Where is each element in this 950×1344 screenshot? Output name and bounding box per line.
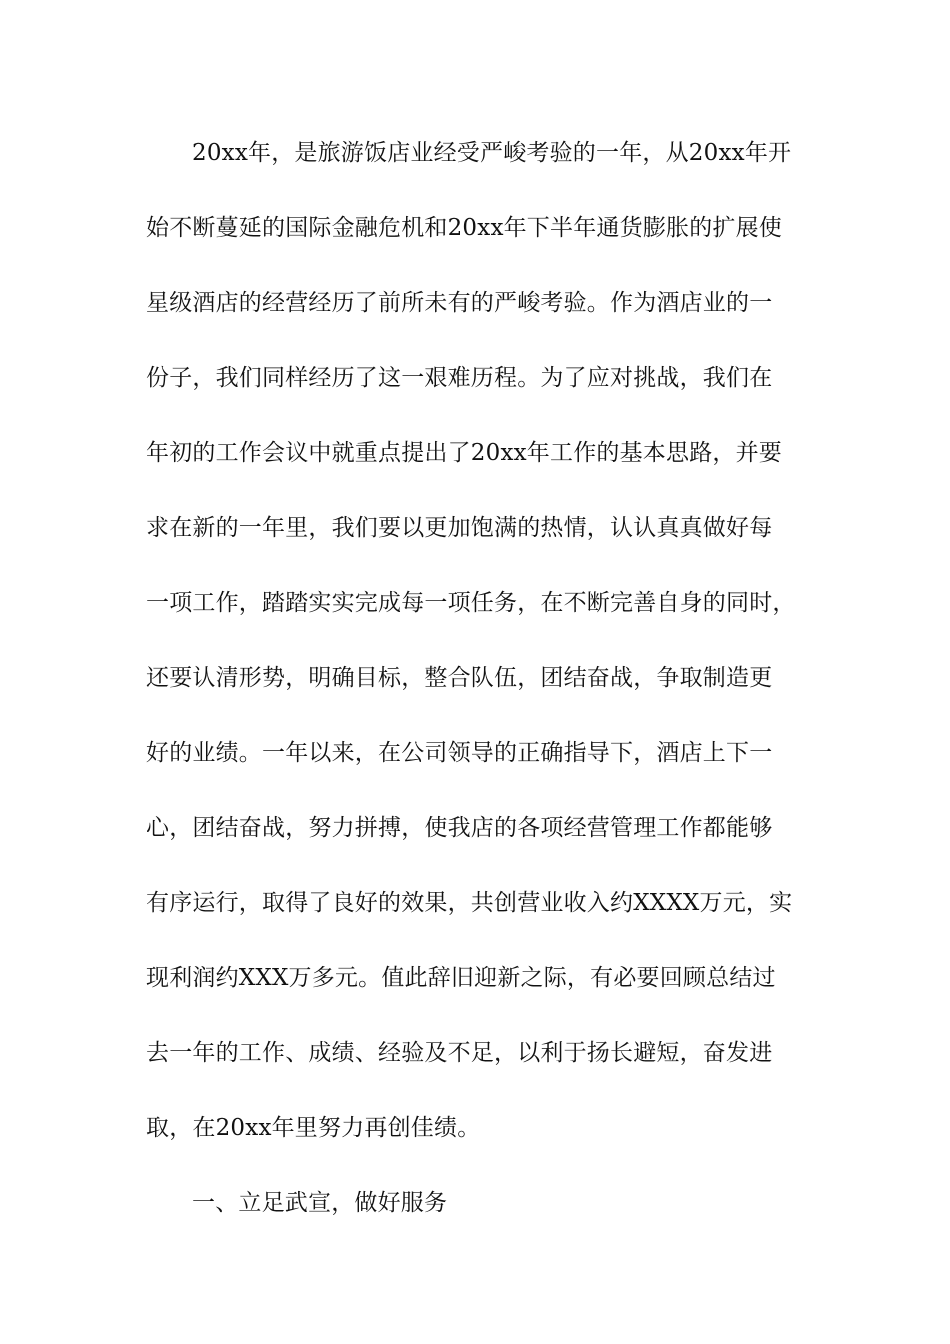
paragraph-line-8: 还要认清形势，明确目标，整合队伍，团结奋战，争取制造更 [146, 665, 773, 691]
paragraph-line-12: 现利润约XXX万多元。值此辞旧迎新之际，有必要回顾总结过 [146, 965, 776, 991]
section-heading: 一、立足武宣，做好服务 [192, 1190, 448, 1216]
paragraph-line-11: 有序运行，取得了良好的效果，共创营业收入约XXXX万元，实 [146, 890, 793, 916]
paragraph-line-3: 星级酒店的经营经历了前所未有的严峻考验。作为酒店业的一 [146, 290, 773, 316]
paragraph-line-4: 份子，我们同样经历了这一艰难历程。为了应对挑战，我们在 [146, 365, 773, 391]
paragraph-line-14: 取，在20xx年里努力再创佳绩。 [146, 1115, 481, 1141]
paragraph-line-13: 去一年的工作、成绩、经验及不足，以利于扬长避短，奋发进 [146, 1040, 773, 1066]
paragraph-line-2: 始不断蔓延的国际金融危机和20xx年下半年通货膨胀的扩展使 [146, 215, 783, 241]
paragraph-line-7: 一项工作，踏踏实实完成每一项任务，在不断完善自身的同时， [146, 590, 796, 616]
paragraph-line-1: 20xx年，是旅游饭店业经受严峻考验的一年，从20xx年开 [192, 140, 792, 166]
paragraph-line-6: 求在新的一年里，我们要以更加饱满的热情，认认真真做好每 [146, 515, 773, 541]
paragraph-line-9: 好的业绩。一年以来，在公司领导的正确指导下，酒店上下一 [146, 740, 773, 766]
paragraph-line-10: 心，团结奋战，努力拼搏，使我店的各项经营管理工作都能够 [146, 815, 773, 841]
paragraph-line-5: 年初的工作会议中就重点提出了20xx年工作的基本思路，并要 [146, 440, 783, 466]
